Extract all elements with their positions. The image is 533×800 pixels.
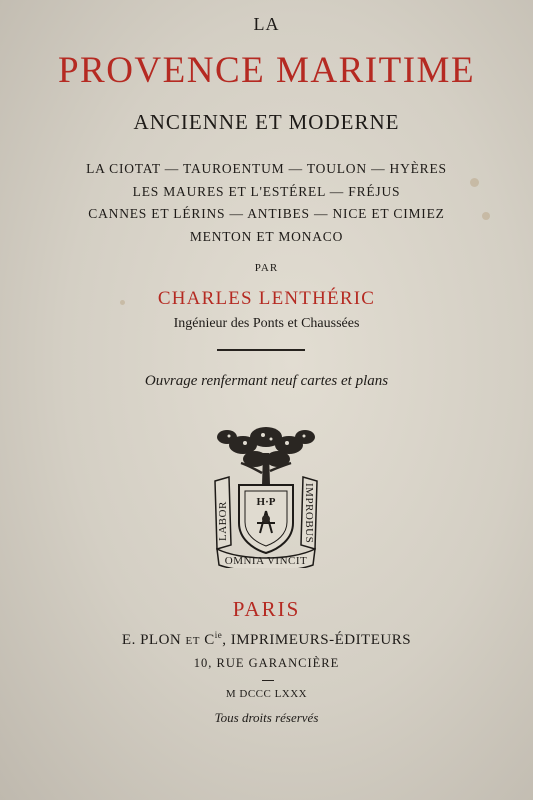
rights-notice: Tous droits réservés [214, 710, 319, 725]
small-rule [262, 680, 274, 681]
publication-year: M DCCC LXXX [225, 688, 308, 700]
publisher-address: 10, RUE GARANCIÈRE [193, 656, 340, 670]
publisher-name-rest: , IMPRIMEURS-ÉDITEURS [222, 632, 412, 648]
subtitle: ANCIENNE ET MODERNE [133, 110, 400, 134]
publisher-name-sup: ie [214, 630, 223, 640]
author-role: Ingénieur des Ponts et Chaussées [173, 316, 360, 331]
places-line-4: MENTON ET MONACO [189, 229, 344, 244]
publisher-city: PARIS [232, 597, 301, 621]
motto-bottom: OMNIA VINCIT [224, 555, 308, 567]
printer-monogram: H·P [256, 496, 276, 508]
publisher-name-part: E. PLON [121, 632, 186, 648]
title-article: LA [253, 14, 280, 34]
motto-right: IMPROBUS [303, 483, 315, 544]
publisher-name [0, 630, 533, 649]
work-note: Ouvrage renfermant neuf cartes et plans [144, 373, 389, 389]
motto-left: LABOR [217, 501, 229, 541]
divider-rule [217, 349, 305, 351]
places-line-3: CANNES ET LÉRINS — ANTIBES — NICE ET CIMIEZ [88, 206, 445, 221]
main-title: PROVENCE MARITIME [57, 50, 476, 91]
printer-device-image [205, 423, 327, 568]
places-line-2: LES MAURES ET L'ESTÉREL — FRÉJUS [132, 184, 401, 199]
author-name: CHARLES LENTHÉRIC [157, 288, 376, 309]
by-label: PAR [254, 262, 279, 274]
places-line-1: LA CIOTAT — TAUROENTUM — TOULON — HYÈRES [86, 161, 447, 176]
publisher-name-et: ET [185, 635, 200, 647]
publisher-name-c: C [204, 632, 215, 648]
